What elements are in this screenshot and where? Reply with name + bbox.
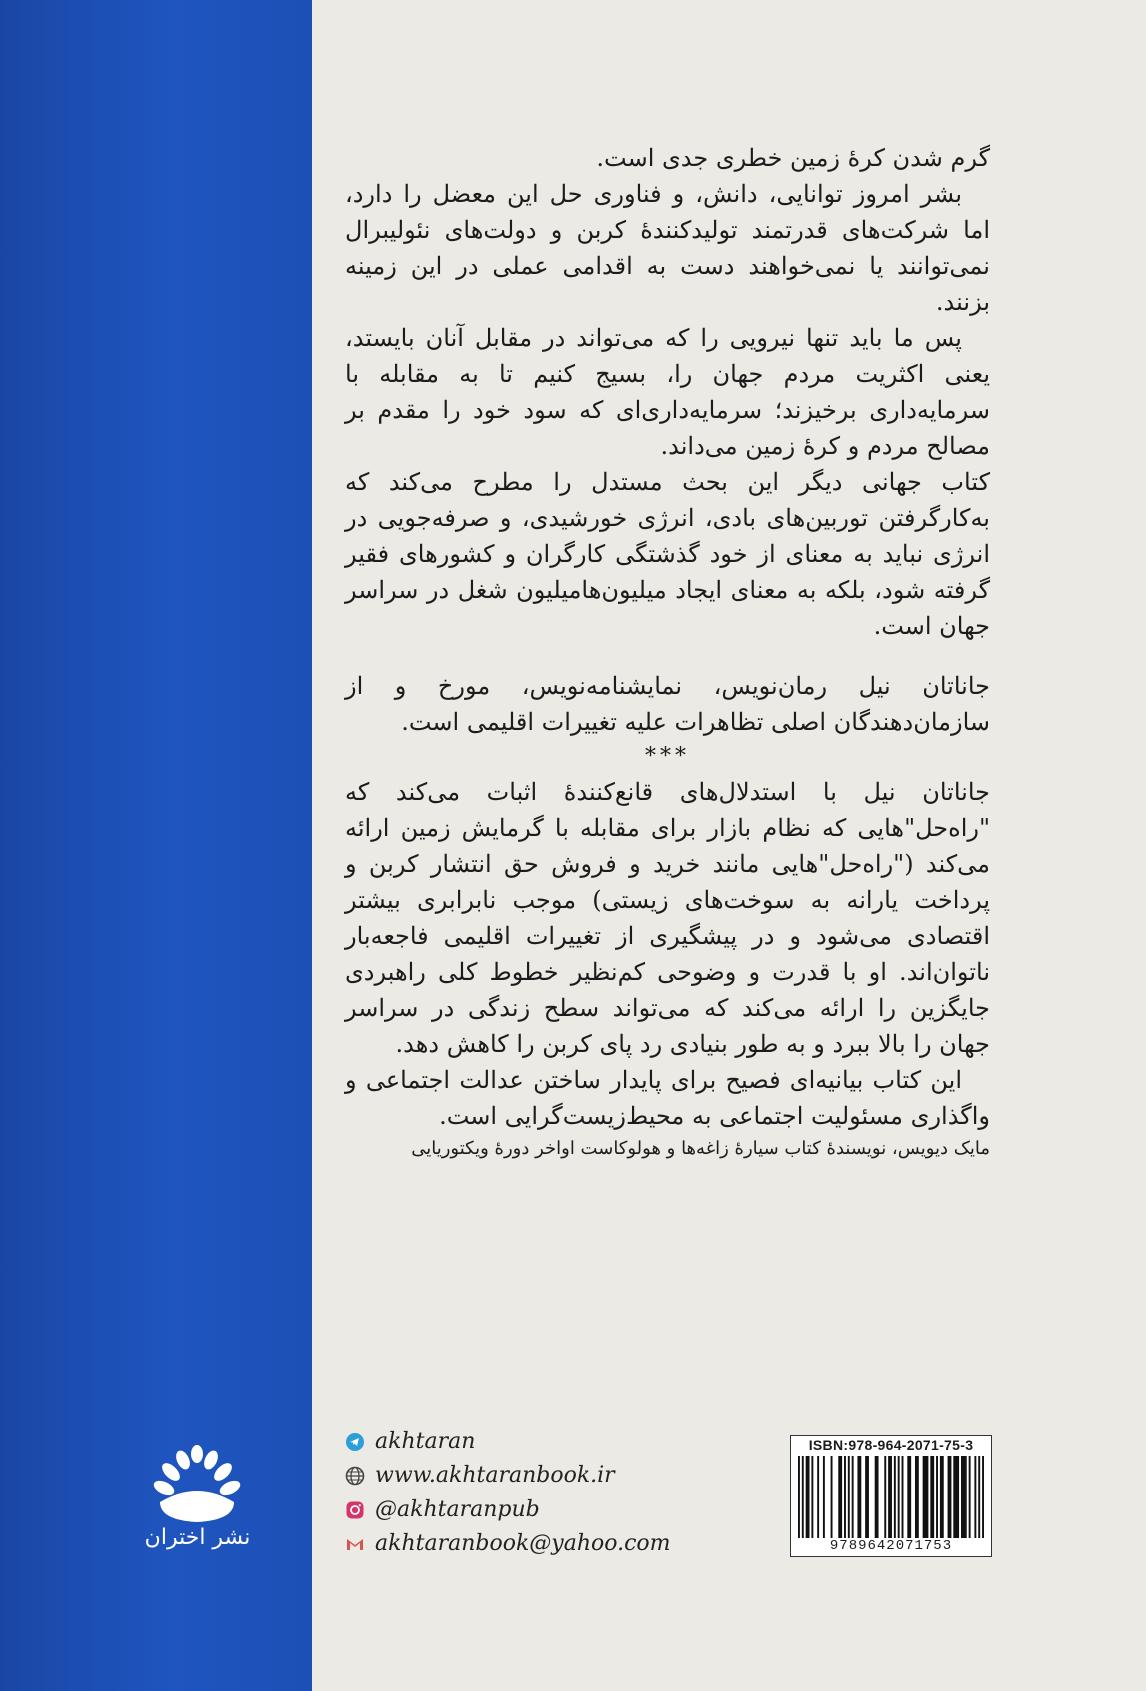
barcode-bar [953,1456,959,1538]
barcode-bar [875,1456,879,1538]
barcode-bar [936,1456,938,1538]
barcode-digits: 9789642071753 [829,1538,953,1554]
barcode-bar [894,1456,896,1538]
telegram-handle: akhtaran [375,1429,476,1454]
barcode-bar [974,1456,976,1538]
text-paragraph: کتاب جهانی دیگر این بحث مستدل را مطرح می‌کند که به‌کارگرفتن توربین‌های بادی، انرژی خورشیدی، و صرفه‌جویی در انرژی نباید به معنای از خود گذشتگی کارگران و کشورهای فقیر گرفته شود، بلکه به معنای ایجاد میلیون‌هامیلیون شغل در سراسر جهان است. [345,468,991,640]
barcode-bar [817,1456,819,1538]
review-paragraph: این کتاب بیانیه‌ای فصیح برای پایدار ساختن عدالت اجتماعی و واگذاری مسئولیت اجتماعی به محیط‌زیست‌گرایی است. [345,1066,990,1130]
contact-email[interactable] [345,1527,675,1561]
barcode-bar [940,1456,944,1538]
barcode-bars [798,1456,984,1538]
barcode-bar [961,1456,967,1538]
instagram-handle: @akhtaranpub [375,1497,540,1522]
barcode-bar [948,1456,952,1538]
text-paragraph: گرم شدن کرهٔ زمین خطری جدی است. [596,144,990,172]
mail-icon [345,1534,365,1554]
barcode-bar [884,1456,886,1538]
barcode-bar [806,1456,810,1538]
author-bio: جاناتان نیل رمان‌نویس، نمایشنامه‌نویس، مورخ و از سازمان‌دهندگان اصلی تظاهرات علیه تغییرات اقلیمی است. [345,672,990,736]
back-cover-text [345,140,990,1164]
barcode-bar [838,1456,842,1538]
barcode-bar [923,1456,929,1538]
telegram-icon [345,1432,365,1452]
barcode-bar [857,1456,861,1538]
review-attribution: مایک دیویس، نویسندهٔ کتاب سیارهٔ زاغه‌ها و هولوکاست اواخر دورهٔ ویکتوریایی [411,1138,990,1159]
barcode-bar [831,1456,833,1538]
contact-website[interactable] [345,1459,675,1493]
isbn-label: ISBN:978-964-2071-75-3 [808,1437,974,1453]
text-paragraph: پس ما باید تنها نیرویی را که می‌تواند در مقابل آنان بایستد، یعنی اکثریت مردم جهان را، بسیج کنیم تا به مقابله با سرمایه‌داری برخیزند؛ سرمایه‌داری‌ای که سود خود را مقدم بر مصالح مردم و کرهٔ زمین می‌داند. [345,324,990,460]
barcode-bar [798,1456,800,1538]
publisher-contacts [345,1425,675,1561]
barcode-bar [898,1456,900,1538]
globe-icon [345,1466,365,1486]
review-paragraph: جاناتان نیل با استدلال‌های قانع‌کنندهٔ اثبات می‌کند که "راه‌حل"هایی که نظام بازار برای مقابله با گرمایش زمین ارائه می‌کند ("راه‌حل"هایی مانند خرید و فروش حق انتشار کربن و پرداخت یارانه به سوخت‌های زیستی) موجب نابرابری بیشتر اقتصادی می‌شود و در پیشگیری از تغییرات اقلیمی فاجعه‌بار ناتوان‌اند. او با قدرت و وضوحی کم‌نظیر خطوط کلی راهبردی جایگزین را ارائه می‌کند که می‌تواند سطح زندگی در سراسر جهان را بالا ببرد و به طور بنیادی رد پای کربن را کاهش دهد. [345,778,990,1058]
publisher-name: نشر اختران [144,1525,251,1550]
barcode-bar [852,1456,854,1538]
barcode-bar [811,1456,813,1538]
contact-telegram[interactable] [345,1425,675,1459]
barcode-bar [823,1456,825,1538]
blue-spine-panel [0,0,312,1691]
barcode-bar [848,1456,850,1538]
isbn-barcode [790,1435,992,1557]
barcode-bar [888,1456,892,1538]
barcode-bar [802,1456,804,1538]
instagram-icon [345,1500,365,1520]
contact-instagram[interactable] [345,1493,675,1527]
barcode-bar [915,1456,919,1538]
barcode-bar [969,1456,971,1538]
barcode-bar [930,1456,934,1538]
barcode-bar [865,1456,869,1538]
barcode-bar [844,1456,846,1538]
website-link: www.akhtaranbook.ir [375,1463,615,1488]
barcode-bar [982,1456,984,1538]
separator-stars: *** [645,744,690,769]
barcode-bar [978,1456,980,1538]
email-address: akhtaranbook@yahoo.com [375,1531,671,1556]
text-paragraph: بشر امروز توانایی، دانش، و فناوری حل این معضل را دارد، اما شرکت‌های قدرتمند تولیدکنندهٔ کربن و دولت‌های نئولیبرال نمی‌توانند یا نمی‌خواهند دست به اقدامی عملی در این زمینه بزنند. [345,180,990,316]
barcode-bar [902,1456,904,1538]
barcode-bar [907,1456,911,1538]
